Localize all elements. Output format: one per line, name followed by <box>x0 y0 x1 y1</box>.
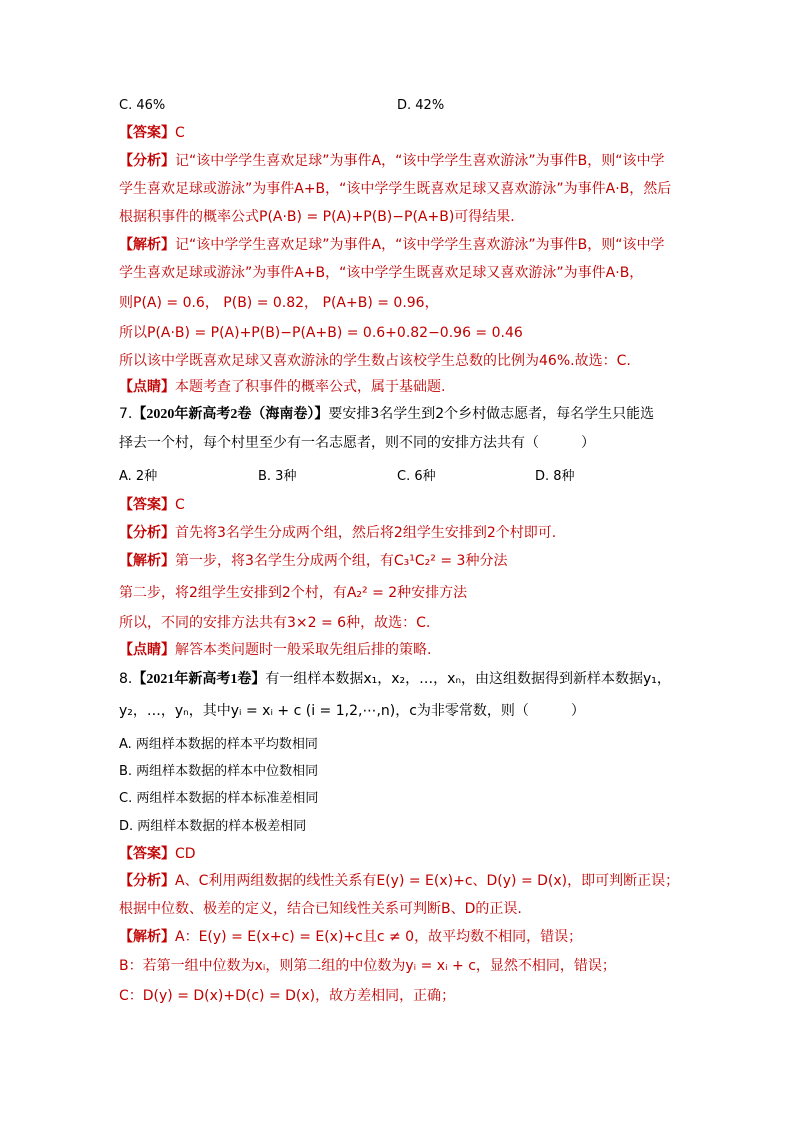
q8-option-c: C. 两组样本数据的样本标准差相同 <box>119 791 319 806</box>
q6-solution-line-2: 学生喜欢足球或游泳”为事件A+B，“该中学学生既喜欢足球又喜欢游泳”为事件A·B， <box>119 265 644 281</box>
q7-comment-line <box>119 641 431 659</box>
answer-tag: 【答案】 <box>119 846 175 862</box>
q7-option-c: C. 6种 <box>397 469 436 484</box>
question-number: 8. <box>119 671 133 687</box>
answer-tag: 【答案】 <box>119 497 175 513</box>
q6-solution-line-1 <box>119 236 664 254</box>
q8-option-d: D. 两组样本数据的样本极差相同 <box>119 819 307 834</box>
q7-option-a: A. 2种 <box>119 469 158 484</box>
solution-text: 第一步，将3名学生分成两个组，有C₃¹C₂² = 3种分法 <box>175 553 508 569</box>
q6-analysis-line-2: 学生喜欢足球或游泳”为事件A+B，“该中学学生既喜欢足球又喜欢游泳”为事件A·B，然后 <box>119 181 672 197</box>
q8-stem-line-2: y₂，…，yₙ，其中yᵢ = xᵢ + c (i = 1,2,⋯,n)，c为非零常数，则（ ） <box>119 703 585 719</box>
solution-tag: 【解析】 <box>119 929 175 945</box>
q7-solution-line-2: 第二步，将2组学生安排到2个村，有A₂² = 2种安排方法 <box>119 585 468 601</box>
q7-stem-line-1 <box>119 405 654 424</box>
analysis-tag: 【分析】 <box>119 525 175 541</box>
comment-text: 本题考查了积事件的概率公式，属于基础题. <box>175 379 446 395</box>
question-source: 【2021年新高考1卷】 <box>132 672 266 687</box>
analysis-text: A、C利用两组数据的线性关系有E(y) = E(x)+c、D(y) = D(x)，即可判断正误； <box>175 873 680 889</box>
q6-solution-line-4: 所以P(A·B) = P(A)+P(B)−P(A+B) = 0.6+0.82−0.96 = 0.46 <box>119 325 523 341</box>
question-number: 7. <box>119 406 133 422</box>
answer-value: CD <box>175 846 196 862</box>
question-stem: 有一组样本数据x₁，x₂，…，xₙ，由这组数据得到新样本数据y₁， <box>265 671 671 687</box>
q6-analysis-line-1 <box>119 152 664 170</box>
q7-answer-line <box>119 496 185 514</box>
q6-solution-line-3: 则P(A) = 0.6， P(B) = 0.82， P(A+B) = 0.96， <box>119 295 439 311</box>
solution-tag: 【解析】 <box>119 237 175 253</box>
q7-option-d: D. 8种 <box>535 469 575 484</box>
comment-tag: 【点睛】 <box>119 642 175 658</box>
q6-comment-line <box>119 378 445 396</box>
answer-value: C <box>175 497 185 513</box>
q8-solution-line-1 <box>119 928 582 946</box>
solution-text: 记“该中学学生喜欢足球”为事件A，“该中学学生喜欢游泳”为事件B，则“该中学 <box>175 237 665 253</box>
question-source: 【2020年新高考2卷（海南卷）】 <box>132 407 329 422</box>
q8-answer-line <box>119 845 196 863</box>
option-d: D. 42% <box>397 98 445 113</box>
comment-tag: 【点睛】 <box>119 379 175 395</box>
q6-answer-line <box>119 124 185 142</box>
q7-solution-line-1 <box>119 552 507 570</box>
question-stem: 要安排3名学生到2个乡村做志愿者，每名学生只能选 <box>328 406 655 422</box>
q7-solution-line-3: 所以，不同的安排方法共有3×2 = 6种，故选：C. <box>119 615 431 631</box>
q6-analysis-line-3: 根据积事件的概率公式P(A·B) = P(A)+P(B)−P(A+B)可得结果. <box>119 209 515 225</box>
q7-analysis-line <box>119 524 556 542</box>
q6-solution-line-5: 所以该中学既喜欢足球又喜欢游泳的学生数占该校学生总数的比例为46%.故选：C. <box>119 353 631 369</box>
q8-analysis-line-2: 根据中位数、极差的定义，结合已知线性关系可判断B、D的正误. <box>119 901 522 917</box>
analysis-tag: 【分析】 <box>119 873 175 889</box>
analysis-text: 记“该中学学生喜欢足球”为事件A，“该中学学生喜欢游泳”为事件B，则“该中学 <box>175 153 665 169</box>
analysis-tag: 【分析】 <box>119 153 175 169</box>
q7-option-b: B. 3种 <box>258 469 297 484</box>
option-c: C. 46% <box>119 98 166 113</box>
q8-solution-line-2: B：若第一组中位数为xᵢ，则第二组的中位数为yᵢ = xᵢ + c，显然不相同，错误； <box>119 958 616 974</box>
answer-value: C <box>175 125 185 141</box>
q7-stem-line-2: 择去一个村，每个村里至少有一名志愿者，则不同的安排方法共有（ ） <box>119 435 595 451</box>
q8-analysis-line-1 <box>119 872 679 890</box>
q8-option-b: B. 两组样本数据的样本中位数相同 <box>119 764 319 779</box>
q8-option-a: A. 两组样本数据的样本平均数相同 <box>119 737 318 752</box>
q8-solution-line-3: C：D(y) = D(x)+D(c) = D(x)，故方差相同，正确； <box>119 988 456 1004</box>
solution-text: A：E(y) = E(x+c) = E(x)+c且c ≠ 0，故平均数不相同，错误； <box>175 929 583 945</box>
analysis-text: 首先将3名学生分成两个组，然后将2组学生安排到2个村即可. <box>175 525 557 541</box>
comment-text: 解答本类问题时一般采取先组后排的策略. <box>175 642 432 658</box>
q8-stem-line-1 <box>119 670 671 689</box>
answer-tag: 【答案】 <box>119 125 175 141</box>
solution-tag: 【解析】 <box>119 553 175 569</box>
